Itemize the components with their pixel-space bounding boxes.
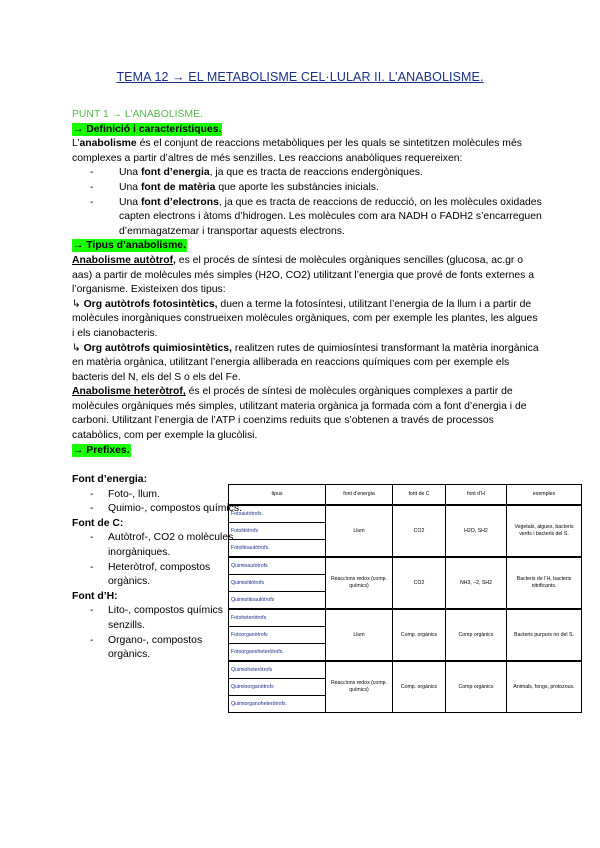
main-content — [72, 108, 542, 458]
table-row — [229, 661, 582, 679]
document-title: TEMA 12 → EL METABOLISME CEL·LULAR II. L’ANABOLISME. — [116, 70, 484, 84]
prefix-heading: Font d’energia: — [72, 474, 148, 485]
list-item: - Heteròtrof, compostos orgànics. — [90, 561, 242, 590]
sub-arrow-icon: ↳ — [72, 298, 84, 310]
table-header-row — [229, 485, 582, 506]
section-heading-punt-1: PUNT 1 → L’ANABOLISME. — [72, 109, 203, 120]
table-row — [229, 609, 582, 627]
table-cell: Animals, fongs, protozous. — [507, 661, 582, 713]
table-header: font de C — [393, 485, 446, 506]
list-item: - Una font de matèria que aporte les substàncies inicials. — [90, 181, 542, 196]
table-cell: NH3, –2, SH2 — [446, 557, 507, 609]
table-cell: Reaccions redox (comp. químics) — [326, 557, 393, 609]
table-cell: Fotolitòtrofs — [229, 523, 326, 540]
heterotrof-paragraph: Anabolisme heteròtrof, és el procés de síntesi de molècules orgàniques complexes a partir de molècules orgàniques més simples, utilitzant materia orgànica ja formada com a font d’energia i de carboni. Utilitzant l’energia de l’ATP i coenzims reduits que s’obtenen a través de processos catabòlics, com per exemple la glucòlisi. — [72, 386, 527, 442]
table-cell: Quimiorganoheteròtrofs. — [229, 696, 326, 713]
table-header: font d’energia — [326, 485, 393, 506]
prefix-heading: Font de C: — [72, 517, 124, 529]
table-cell: Fotoheteròtrofs — [229, 609, 326, 627]
prefix-heading: Font d’H: — [72, 590, 118, 602]
table-cell: Fotolitoautòtrofs. — [229, 540, 326, 558]
table-cell: Quimiolitòtrofs — [229, 575, 326, 592]
list-item: - Una font d’electrons, ja que es tracta de reaccions de reducció, on les molècules oxidades capten electrons i àtoms d’hidrogen. Les molècules com ara NADH o FADH2 s’encarreguen d’emmagatzemar i transportar aquests electrons. — [90, 196, 542, 240]
autotrof-paragraph: Anabolisme autòtrof, es el procés de síntesi de molècules orgàniques sencilles (glucosa, ac.gr o aas) a partir de molècules més simples (H2O, CO2) utilitzant l’energia que prové de fonts externes a l’organisme. Existeixen dos tipus: — [72, 254, 535, 296]
table-cell: Llum — [326, 505, 393, 557]
term-anabolisme: anabolisme — [79, 138, 137, 150]
prefixes-list — [72, 473, 242, 663]
table-cell: Comp. orgànics — [393, 661, 446, 713]
table-cell: Llum — [326, 609, 393, 661]
table-cell: Bacteris de l’H, bacteris nitrificants. — [507, 557, 582, 609]
table-header: tipus — [229, 485, 326, 506]
list-item: - Autòtrof-, CO2 o molècules inorgàniques. — [90, 531, 242, 560]
list-item: - Una font d’energia, ja que es tracta de reaccions endergòniques. — [90, 166, 542, 181]
table-cell: Vegetals, algues, bacteris verds i bacteris del S. — [507, 505, 582, 557]
organism-types-table — [228, 484, 582, 713]
term-autotrof: Anabolisme autòtrof, — [72, 254, 176, 266]
table-cell: Bacteris purpurs no del S. — [507, 609, 582, 661]
table-cell: Comp. orgànics — [393, 609, 446, 661]
table-cell: CO2 — [393, 557, 446, 609]
table-header: exemples — [507, 485, 582, 506]
requirements-list — [72, 166, 542, 239]
subheading-definicio: → Definició i característiques. — [73, 123, 222, 135]
subheading-tipus: → Tipus d’anabolisme. — [73, 240, 186, 252]
sub-arrow-icon: ↳ — [72, 342, 84, 354]
quimiosintetics-paragraph: ↳ Org autòtrofs quimiosintètics, realitzen rutes de quimiosíntesi transformant la matèria inorgànica en matèria orgànica, utilitzant l’energia alliberada en reaccions químiques com per exemple els bacteris del N, els del S o els del Fe. — [72, 342, 539, 383]
table-cell: Fotoorganòtrofs — [229, 627, 326, 644]
table-cell: Comp orgànics — [446, 661, 507, 713]
table-cell: H2O, SH2 — [446, 505, 507, 557]
table-row — [229, 505, 582, 523]
table-cell: Reaccions redox (comp. químics) — [326, 661, 393, 713]
subheading-prefixes: → Prefixes. — [73, 444, 130, 456]
table-row — [229, 557, 582, 575]
table-header: font d’H — [446, 485, 507, 506]
table-cell: Quimioorganòtrofs — [229, 679, 326, 696]
list-item: - Foto-, llum. — [90, 488, 242, 503]
list-item: - Quimio-, compostos químics. — [90, 502, 242, 517]
table-cell: Fotoautòtrofs. — [229, 505, 326, 523]
table-cell: Comp orgànics — [446, 609, 507, 661]
fotosintetics-paragraph: ↳ Org autòtrofs fotosintètics, duen a terme la fotosíntesi, utilitzant l’energia de la llum i a partir de molècules inorgàniques construeixen molècules orgàniques, com per exemple les plantes, les algues i els cianobacteris. — [72, 298, 538, 339]
table-cell: Quimioheteròtrofs — [229, 661, 326, 679]
table-cell: Quimiolitoautòtrofs — [229, 592, 326, 610]
list-item: - Lito-, compostos químics senzills. — [90, 604, 242, 633]
table-cell: Quimioautòtrofs — [229, 557, 326, 575]
list-item: - Organo-, compostos orgànics. — [90, 634, 242, 663]
definition-paragraph: L’anabolisme és el conjunt de reaccions metabòliques per les quals se sintetitzen molècules més complexes a partir d’altres de més senzilles. Les reaccions anabòliques requereixen: — [72, 138, 522, 164]
term-heterotrof: Anabolisme heteròtrof, — [72, 386, 186, 398]
table-cell: CO2 — [393, 505, 446, 557]
table-cell: Fotoorganoheteròtrofs. — [229, 644, 326, 662]
